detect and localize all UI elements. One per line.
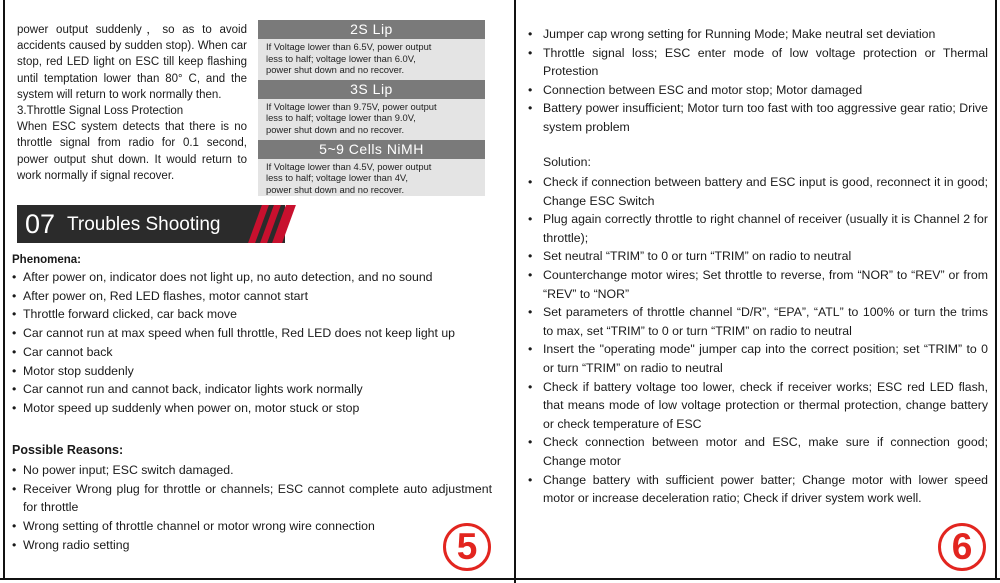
battery-protection-table	[258, 20, 485, 196]
list-item: • Connection between ESC and motor stop; Motor damaged	[526, 81, 988, 100]
section-title: Troubles Shooting	[67, 214, 221, 235]
reasons-heading: Possible Reasons:	[12, 443, 124, 457]
battery-box-line: less to half; voltage lower than 6.0V,	[266, 52, 416, 64]
list-item: • Receiver Wrong plug for throttle or channels; ESC cannot complete auto adjustment for throttle	[12, 480, 492, 517]
list-item: • Check if connection between battery and ESC input is good, reconnect it in good; Change ESC Switch	[526, 173, 988, 210]
intro-paragraph-1: power output suddenly，so as to avoid accidents caused by sudden stop). When car stop, red LED light on ESC till keep flashing until temptation lower than 80° C, and the system will return to work normally then.	[17, 24, 247, 101]
list-item: • Throttle forward clicked, car back move	[12, 305, 492, 324]
battery-box-line: power shut down and no recover.	[266, 64, 405, 76]
list-item: • No power input; ESC switch damaged.	[12, 461, 492, 480]
intro-subheading: 3.Throttle Signal Loss Protection	[17, 105, 184, 118]
frame-border-left	[3, 0, 5, 580]
section-number: 07	[25, 209, 56, 239]
section-banner	[17, 205, 285, 243]
list-item: • Motor stop suddenly	[12, 362, 492, 381]
battery-box-body	[258, 99, 485, 140]
phenomena-heading: Phenomena:	[12, 254, 82, 266]
battery-box-line: If Voltage lower than 6.5V, power output	[266, 41, 432, 52]
list-item: • Check connection between motor and ESC, make sure if connection good; Change motor	[526, 433, 988, 470]
battery-box-body	[258, 39, 485, 80]
list-item: • Insert the "operating mode" jumper cap into the correct position; set “TRIM” to 0 or turn “TRIM” on radio to neutral	[526, 340, 988, 377]
list-item: • Check if battery voltage too lower, check if receiver works; ESC red LED flash, that means mode of low voltage protection or thermal protection, change battery or check temperature of ESC	[526, 378, 988, 434]
battery-box-line: less to half; voltage lower than 4V,	[266, 172, 408, 184]
solutions-list	[526, 173, 988, 508]
frame-border-bottom	[0, 578, 1000, 580]
battery-box-title: 2S Lip	[258, 20, 485, 39]
list-item: • Car cannot back	[12, 343, 492, 362]
battery-box-line: If Voltage lower than 4.5V, power output	[266, 160, 432, 172]
battery-box-body	[258, 159, 485, 200]
phenomena-list	[12, 268, 492, 418]
solution-heading: Solution:	[543, 155, 591, 169]
page-number-5: 5	[443, 523, 491, 571]
list-item: • Set neutral “TRIM” to 0 or turn “TRIM” on radio to neutral	[526, 247, 988, 266]
list-item: • Battery power insufficient; Motor turn too fast with too aggressive gear ratio; Drive system problem	[526, 99, 988, 136]
list-item: • Counterchange motor wires; Set throttle to reverse, from “NOR” to “REV” or from “REV” to “NOR”	[526, 266, 988, 303]
list-item: • Wrong radio setting	[12, 536, 492, 555]
list-item: • Wrong setting of throttle channel or motor wrong wire connection	[12, 517, 492, 536]
list-item: • Plug again correctly throttle to right channel of receiver (usually it is Channel 2 for throttle);	[526, 210, 988, 247]
list-item: • Jumper cap wrong setting for Running Mode; Make neutral set deviation	[526, 25, 988, 44]
reasons-continued-list	[526, 25, 988, 137]
list-item: • After power on, indicator does not light up, no auto detection, and no sound	[12, 268, 492, 287]
protection-intro-text	[17, 22, 247, 184]
list-item: • After power on, Red LED flashes, motor cannot start	[12, 287, 492, 306]
battery-box-line: power shut down and no recover.	[266, 183, 405, 195]
page-number-6: 6	[938, 523, 986, 571]
list-item: • Car cannot run and cannot back, indicator lights work normally	[12, 380, 492, 399]
frame-border-right	[995, 0, 997, 580]
battery-box-title: 5~9 Cells NiMH	[258, 140, 485, 159]
list-item: • Set parameters of throttle channel “D/R”, “EPA”, “ATL” to 100% or turn the trims to max, set “TRIM” to 0 or turn “TRIM” on radio to neutral	[526, 303, 988, 340]
battery-box-title: 3S Lip	[258, 80, 485, 99]
list-item: • Change battery with sufficient power batter; Change motor with lower speed motor or increase deceleration ratio; Check if driver system work well.	[526, 471, 988, 508]
list-item: • Throttle signal loss; ESC enter mode of low voltage protection or Thermal Protestion	[526, 44, 988, 81]
list-item: • Motor speed up suddenly when power on, motor stuck or stop	[12, 399, 492, 418]
reasons-list	[12, 461, 492, 555]
list-item: • Car cannot run at max speed when full throttle, Red LED does not keep light up	[12, 324, 492, 343]
intro-paragraph-2: When ESC system detects that there is no throttle signal from radio for 0.1 second, power output shut down. It would return to work normally if signal recover.	[17, 121, 247, 182]
battery-box-line: If Voltage lower than 9.75V, power output	[266, 100, 437, 112]
battery-box-line: power shut down and no recover.	[266, 123, 405, 135]
battery-box-line: less to half; voltage lower than 9.0V,	[266, 112, 416, 124]
